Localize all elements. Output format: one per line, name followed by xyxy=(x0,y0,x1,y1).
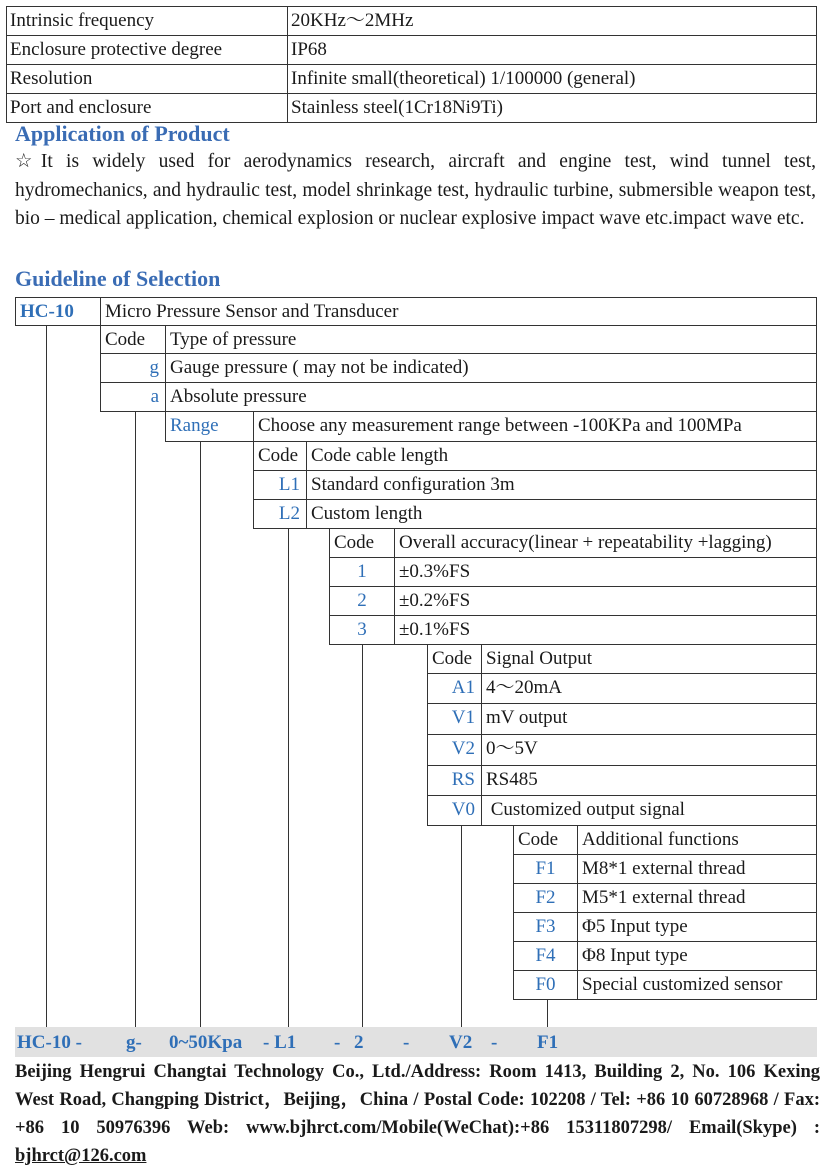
spec-key: Port and enclosure xyxy=(7,94,288,123)
functions-code: F3 xyxy=(513,912,578,942)
model-desc: Micro Pressure Sensor and Transducer xyxy=(100,297,817,326)
example-range: 0~50Kpa xyxy=(169,1032,243,1053)
connector-line xyxy=(46,325,47,1027)
functions-code-head: Code xyxy=(513,825,578,855)
range-desc: Choose any measurement range between -100KPa and 100MPa xyxy=(253,411,817,442)
accuracy-desc: ±0.1%FS xyxy=(394,615,817,645)
functions-code: F0 xyxy=(513,970,578,1000)
cable-head: Code cable length xyxy=(306,441,817,471)
application-heading: Application of Product xyxy=(15,121,230,146)
signal-code: V0 xyxy=(427,795,482,826)
connector-line xyxy=(200,441,201,1027)
accuracy-code: 3 xyxy=(329,615,395,645)
cable-code: L1 xyxy=(253,470,307,500)
spec-value: 20KHz～2MHz xyxy=(288,7,817,36)
connector-line xyxy=(135,411,136,1027)
accuracy-code: 2 xyxy=(329,586,395,616)
email-link[interactable]: bjhrct@126.com xyxy=(15,1146,147,1166)
connector-line xyxy=(461,825,462,1027)
accuracy-desc: ±0.3%FS xyxy=(394,557,817,587)
footer-text: Beijing Hengrui Changtai Technology Co., Ltd./Address: Room 1413, Building 2, No. 106 Kexing West Road, Changping District，Beijing，China / Postal Code: 102208 / Tel: +86 10 60728968 / Fax: +86 10 50976396 Web: www.bjhrct.com/Mobile(WeChat):+86 15311807298/ Email(Skype) : xyxy=(15,1062,820,1138)
signal-code: A1 xyxy=(427,673,482,704)
range-code: Range xyxy=(165,411,254,442)
connector-line xyxy=(288,528,289,1027)
functions-desc: Special customized sensor xyxy=(577,970,817,1000)
connector-line xyxy=(362,644,363,1027)
example-signal: V2 xyxy=(449,1032,473,1053)
accuracy-head: Overall accuracy(linear + repeatability +lagging) xyxy=(394,528,817,558)
spec-table xyxy=(6,6,817,123)
signal-desc: mV output xyxy=(481,703,817,735)
signal-desc: Customized output signal xyxy=(481,795,817,826)
spec-key: Enclosure protective degree xyxy=(7,36,288,65)
functions-code: F2 xyxy=(513,883,578,913)
example-sep: - xyxy=(403,1032,410,1053)
example-sep: - xyxy=(334,1032,341,1053)
functions-desc: Φ8 Input type xyxy=(577,941,817,971)
functions-code: F1 xyxy=(513,854,578,884)
spec-row xyxy=(7,36,817,65)
spec-row xyxy=(7,7,817,36)
signal-code-head: Code xyxy=(427,644,482,674)
model-code: HC-10 xyxy=(15,297,101,326)
signal-desc: RS485 xyxy=(481,765,817,796)
accuracy-code: 1 xyxy=(329,557,395,587)
example-pressure: g- xyxy=(126,1032,142,1053)
example-accuracy: 2 xyxy=(354,1032,364,1053)
spec-row xyxy=(7,65,817,94)
cable-desc: Standard configuration 3m xyxy=(306,470,817,500)
functions-head: Additional functions xyxy=(577,825,817,855)
spec-key: Resolution xyxy=(7,65,288,94)
selection-heading: Guideline of Selection xyxy=(15,266,221,291)
example-cable: - L1 xyxy=(263,1032,297,1053)
functions-code: F4 xyxy=(513,941,578,971)
spec-key: Intrinsic frequency xyxy=(7,7,288,36)
pressure-head: Type of pressure xyxy=(165,325,817,354)
spec-value: Stainless steel(1Cr18Ni9Ti) xyxy=(288,94,817,123)
application-text: ☆It is widely used for aerodynamics research, aircraft and engine test, wind tunnel test, hydromechanics, and hydraulic test, model shrinkage test, hydraulic turbine, submersible weapon test, bio – medical application, chemical explosion or nuclear explosive impact wave etc.impact wave etc. xyxy=(15,151,816,229)
signal-head: Signal Output xyxy=(481,644,817,674)
connector-line xyxy=(547,999,548,1027)
example-sep: - xyxy=(491,1032,498,1053)
spec-value: IP68 xyxy=(288,36,817,65)
functions-desc: M5*1 external thread xyxy=(577,883,817,913)
pressure-desc: Gauge pressure ( may not be indicated) xyxy=(165,353,817,383)
cable-code-head: Code xyxy=(253,441,307,471)
signal-code: RS xyxy=(427,765,482,796)
signal-desc: 0～5V xyxy=(481,734,817,766)
cable-desc: Custom length xyxy=(306,499,817,529)
spec-row xyxy=(7,94,817,123)
functions-desc: M8*1 external thread xyxy=(577,854,817,884)
pressure-code: g xyxy=(100,353,166,383)
signal-code: V1 xyxy=(427,703,482,735)
company-footer xyxy=(15,1058,820,1170)
spec-value: Infinite small(theoretical) 1/100000 (general) xyxy=(288,65,817,94)
cable-code: L2 xyxy=(253,499,307,529)
signal-code: V2 xyxy=(427,734,482,766)
accuracy-code-head: Code xyxy=(329,528,395,558)
pressure-code-head: Code xyxy=(100,325,166,354)
example-function: F1 xyxy=(537,1032,559,1053)
pressure-code: a xyxy=(100,382,166,412)
pressure-desc: Absolute pressure xyxy=(165,382,817,412)
functions-desc: Φ5 Input type xyxy=(577,912,817,942)
signal-desc: 4～20mA xyxy=(481,673,817,704)
accuracy-desc: ±0.2%FS xyxy=(394,586,817,616)
example-model: HC-10 - xyxy=(17,1032,82,1053)
